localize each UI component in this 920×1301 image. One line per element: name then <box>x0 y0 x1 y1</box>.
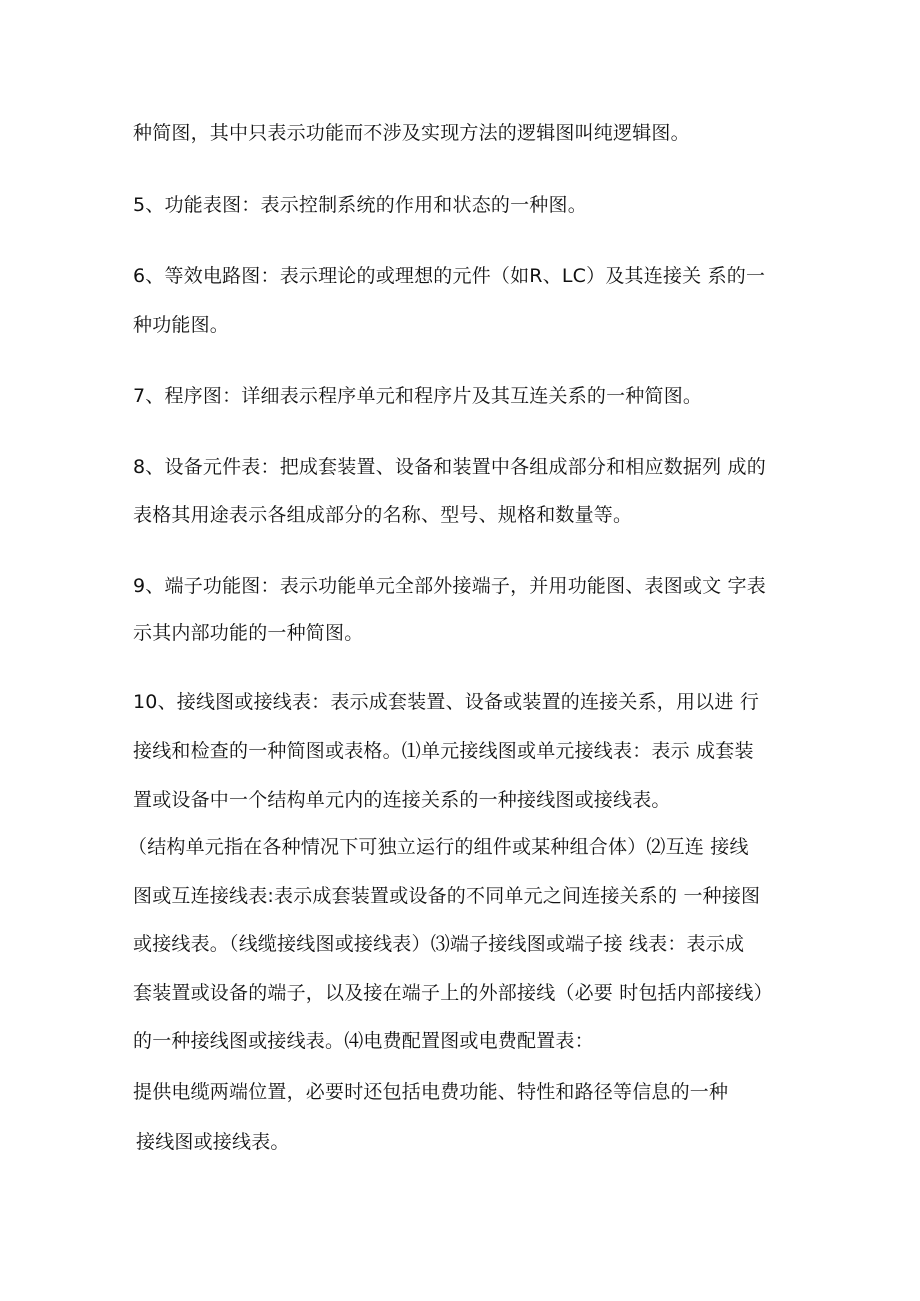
text-line: 种简图，其中只表示功能而不涉及实现方法的逻辑图叫纯逻辑图。 <box>133 122 690 144</box>
text-line: 表格其用途表示各组成部分的名称、型号、规格和数量等。 <box>133 504 633 526</box>
text-line: 种功能图。 <box>133 314 230 336</box>
text-line: 或接线表。（线缆接线图或接线表）⑶端子接线图或端子接 线表：表示成 <box>133 933 745 955</box>
text-line: 9、端子功能图：表示功能单元全部外接端子，并用功能图、表图或文 字表 <box>133 575 766 597</box>
text-line: 8、设备元件表：把成套装置、设备和装置中各组成部分和相应数据列 成的 <box>133 456 766 478</box>
text-line: 置或设备中一个结构单元内的连接关系的一种接线图或接线表。 <box>133 789 671 811</box>
text-line: 7、程序图：详细表示程序单元和程序片及其互连关系的一种简图。 <box>133 385 703 407</box>
text-line: 示其内部功能的一种简图。 <box>133 622 364 644</box>
text-line: 的一种接线图或接线表。⑷电费配置图或电费配置表： <box>133 1030 594 1052</box>
text-line: 6、等效电路图：表示理论的或理想的元件（如R、LC）及其连接关 系的一 <box>133 265 766 287</box>
text-line: 接线和检查的一种简图或表格。⑴单元接线图或单元接线表：表示 成套装 <box>133 740 754 762</box>
text-line: 10、接线图或接线表：表示成套装置、设备或装置的连接关系，用以进 行 <box>133 691 760 713</box>
text-line: 5、功能表图：表示控制系统的作用和状态的一种图。 <box>133 194 587 216</box>
text-line: 图或互连接线表:表示成套装置或设备的不同单元之间连接关系的 一种接图 <box>133 885 761 907</box>
text-line: 提供电缆两端位置，必要时还包括电费功能、特性和路径等信息的一种 <box>133 1081 729 1103</box>
text-line: 套装置或设备的端子，以及接在端子上的外部接线（必要 时包括内部接线） <box>133 982 773 1004</box>
text-line: （结构单元指在各种情况下可独立运行的组件或某种组合体）⑵互连 接线 <box>128 836 749 858</box>
text-line: 接线图或接线表。 <box>136 1131 290 1153</box>
